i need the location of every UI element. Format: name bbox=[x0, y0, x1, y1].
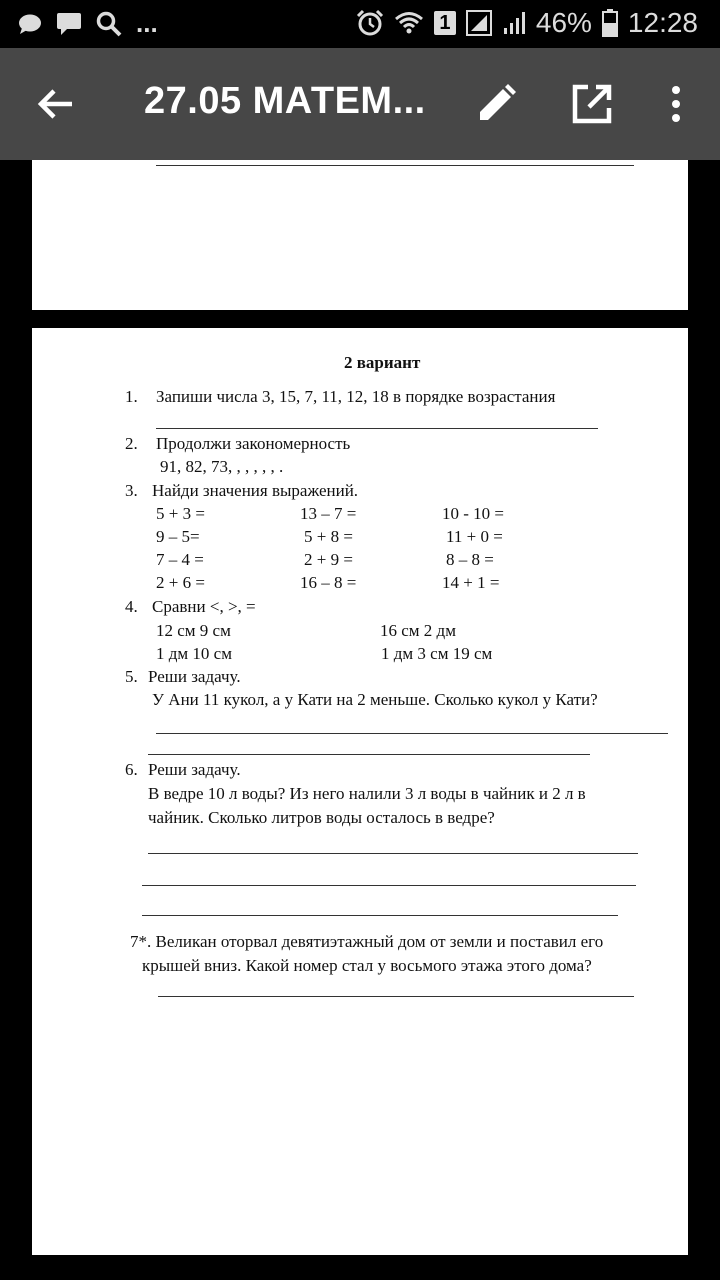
open-external-button[interactable] bbox=[570, 82, 614, 126]
q3-number: 3. bbox=[125, 481, 138, 500]
answer-line bbox=[156, 733, 668, 734]
comparison: 1 дм 3 см 19 см bbox=[381, 644, 493, 663]
pencil-icon bbox=[474, 82, 518, 126]
edit-button[interactable] bbox=[474, 82, 518, 126]
expression: 5 + 3 = bbox=[156, 504, 205, 523]
back-button[interactable] bbox=[34, 82, 78, 126]
expression: 2 + 9 = bbox=[304, 550, 353, 569]
comparison: 1 дм 10 см bbox=[156, 644, 232, 663]
answer-line bbox=[148, 754, 590, 755]
answer-line bbox=[142, 915, 618, 916]
q4-number: 4. bbox=[125, 597, 138, 616]
q1-number: 1. bbox=[125, 387, 138, 406]
q3-text: Найди значения выражений. bbox=[152, 481, 359, 500]
alarm-icon bbox=[356, 9, 384, 37]
q2-text: Продолжи закономерность bbox=[156, 434, 351, 453]
search-icon bbox=[96, 11, 122, 37]
comparison: 12 см 9 см bbox=[156, 621, 231, 640]
message-icon bbox=[56, 12, 82, 36]
expression: 8 – 8 = bbox=[446, 550, 494, 569]
variant-heading: 2 вариант bbox=[344, 353, 421, 372]
q6-text: Реши задачу. bbox=[148, 760, 241, 779]
document-page-previous bbox=[32, 160, 688, 310]
expression: 11 + 0 = bbox=[446, 527, 503, 546]
arrow-back-icon bbox=[34, 82, 78, 126]
q2-number: 2. bbox=[125, 434, 138, 453]
expression: 10 - 10 = bbox=[442, 504, 504, 523]
q4-text: Сравни <, >, = bbox=[152, 597, 256, 616]
answer-line bbox=[158, 996, 634, 997]
q6-body-line2: чайник. Сколько литров воды осталось в ведре? bbox=[148, 808, 495, 827]
signal-1-icon bbox=[466, 10, 492, 36]
expression: 16 – 8 = bbox=[300, 573, 357, 592]
system-icons bbox=[356, 7, 698, 39]
wifi-icon bbox=[394, 10, 424, 36]
q5-body: У Ани 11 кукол, а у Кати на 2 меньше. Сколько кукол у Кати? bbox=[152, 690, 598, 709]
more-notifications: ... bbox=[136, 8, 158, 38]
q5-text: Реши задачу. bbox=[148, 667, 241, 686]
q5-number: 5. bbox=[125, 667, 138, 686]
expression: 14 + 1 = bbox=[442, 573, 500, 592]
open-in-new-icon bbox=[570, 82, 614, 126]
answer-line bbox=[142, 885, 636, 886]
chat-bubble-icon bbox=[18, 13, 42, 35]
document-page bbox=[32, 328, 688, 1255]
answer-line bbox=[156, 165, 634, 166]
signal-2-icon bbox=[502, 10, 526, 36]
battery-percent: 46% bbox=[535, 7, 592, 38]
answer-line bbox=[156, 428, 598, 429]
q6-number: 6. bbox=[125, 760, 138, 779]
q6-body-line1: В ведре 10 л воды? Из него налили 3 л воды в чайник и 2 л в bbox=[148, 784, 586, 803]
notification-icons bbox=[18, 8, 158, 39]
expression: 5 + 8 = bbox=[304, 527, 353, 546]
status-bar bbox=[0, 0, 720, 48]
app-bar bbox=[0, 48, 720, 160]
q1-text: Запиши числа 3, 15, 7, 11, 12, 18 в порядке возрастания bbox=[156, 387, 556, 406]
expression: 2 + 6 = bbox=[156, 573, 205, 592]
clock: 12:28 bbox=[627, 7, 698, 38]
expression: 13 – 7 = bbox=[300, 504, 357, 523]
q7-line2: крышей вниз. Какой номер стал у восьмого этажа этого дома? bbox=[142, 956, 592, 975]
expression: 7 – 4 = bbox=[156, 550, 204, 569]
battery-icon bbox=[602, 9, 618, 37]
comparison: 16 см 2 дм bbox=[380, 621, 456, 640]
expression: 9 – 5= bbox=[156, 527, 200, 546]
sim-badge: 1 bbox=[434, 11, 456, 35]
more-vert-icon bbox=[662, 82, 690, 126]
document-title: 27.05 МАТЕМ... bbox=[144, 80, 426, 122]
answer-line bbox=[148, 853, 638, 854]
q7-line1: 7*. Великан оторвал девятиэтажный дом от земли и поставил его bbox=[130, 932, 604, 951]
q2-sequence: 91, 82, 73, , , , , , . bbox=[160, 457, 284, 476]
overflow-menu-button[interactable] bbox=[662, 82, 690, 126]
